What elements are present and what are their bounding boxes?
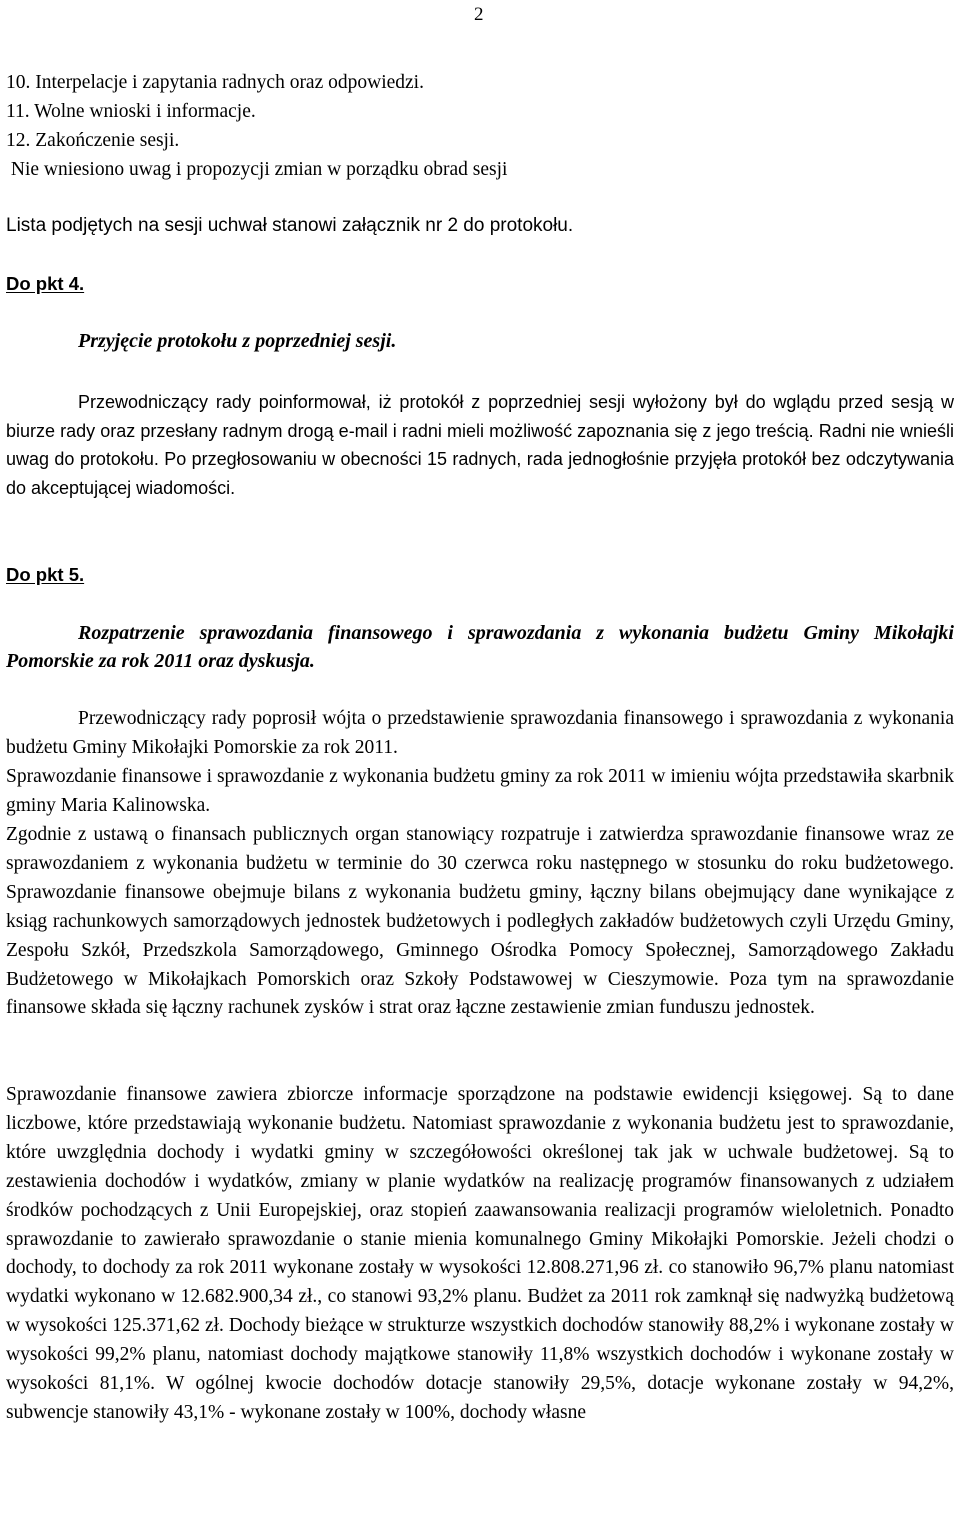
section-title-pkt5: Rozpatrzenie sprawozdania finansowego i sprawozdania z wykonania budżetu Gminy Mikołajki Pomorskie za rok 2011 oraz dyskusja. [6, 622, 954, 672]
paragraph-pkt5-3: Zgodnie z ustawą o finansach publicznych organ stanowiący rozpatruje i zatwierdza sprawozdanie finansowe wraz ze sprawozdaniem z wykonania budżetu w terminie do 30 czerwca roku następnego w stosunku do roku budżetowego. Sprawozdanie finansowe obejmuje bilans z wykonania budżetu gminy, łączny bilans obejmujący dane wynikające z ksiąg rachunkowych samorządowych jednostek budżetowych i podległych zakładów budżetowych czyli Urzędu Gminy, Zespołu Szkół, Przedszkola Samorządowego, Gminnego Ośrodka Pomocy Społecznej, Samorządowego Zakładu Budżetowego w Mikołajkach Pomorskich oraz Szkoły Podstawowej w Cieszymowie. Poza tym na sprawozdanie finansowe składa się łączny rachunek zysków i strat oraz łączne zestawienie zmian funduszu jednostek. [6, 824, 954, 1019]
section-heading-pkt4: Do pkt 4. [6, 273, 85, 294]
agenda-item-10: 10. Interpelacje i zapytania radnych oraz odpowiedzi. [6, 72, 424, 93]
agenda-note: Nie wniesiono uwag i propozycji zmian w porządku obrad sesji [6, 159, 508, 180]
page-number: 2 [474, 4, 484, 25]
section-heading-pkt5: Do pkt 5. [6, 564, 85, 585]
paragraph-pkt5-4: Sprawozdanie finansowe zawiera zbiorcze informacje sporządzone na podstawie ewidencji księgowej. Są to dane liczbowe, które przedstawiają wykonanie budżetu. Natomiast sprawozdanie z wykonania budżetu jest to sprawozdanie, które uwzględnia dochody i wydatki gminy w szczegółowości określonej tak jak w uchwale budżetowej. Są to zestawienia dochodów i wydatków, zmiany w planie wydatków na realizację programów finansowanych z udziałem środków pochodzących z Unii Europejskiej, oraz stopień zaawansowania realizacji programów wieloletnich. Ponadto sprawozdanie to zawierało sprawozdanie o stanie mienia komunalnego Gminy Mikołajki Pomorskie. Jeżeli chodzi o dochody, to dochody za rok 2011 wykonane zostały w wysokości 12.808.271,96 zł. co stanowiło 96,7% planu natomiast wydatki wykonano w 12.682.900,34 zł., co stanowi 93,2% planu. Budżet za 2011 rok zamknął się nadwyżką budżetową w wysokości 125.371,62 zł. Dochody bieżące w strukturze wszystkich dochodów stanowiły 88,2% i wykonane zostały w wysokości 99,2% planu, natomiast dochody majątkowe stanowiły 11,8% wszystkich dochodów i wykonane zostały w wysokości 81,1%. W ogólnej kwocie dochodów dotacje stanowiły 29,5%, dotacje wykonane zostały w 94,2%, subwencje stanowiły 43,1% - wykonane zostały w 100%, dochody własne [6, 1084, 954, 1423]
paragraph-pkt5-2: Sprawozdanie finansowe i sprawozdanie z wykonania budżetu gminy za rok 2011 w imieniu wójta przedstawiła skarbnik gminy Maria Kalinowska. [6, 766, 954, 816]
agenda-item-12: 12. Zakończenie sesji. [6, 130, 180, 151]
section-title-pkt4: Przyjęcie protokołu z poprzedniej sesji. [78, 330, 397, 352]
paragraph-pkt5-1: Przewodniczący rady poprosił wójta o przedstawienie sprawozdania finansowego i sprawozdania z wykonania budżetu Gminy Mikołajki Pomorskie za rok 2011. [6, 708, 954, 758]
agenda-item-11: 11. Wolne wnioski i informacje. [6, 101, 256, 122]
resolutions-note: Lista podjętych na sesji uchwał stanowi załącznik nr 2 do protokołu. [6, 215, 574, 236]
paragraph-pkt4: Przewodniczący rady poinformował, iż protokół z poprzedniej sesji wyłożony był do wglądu przed sesją w biurze rady oraz przesłany radnym drogą e-mail i radni mieli możliwość zapoznania się z jego treścią. Radni nie wnieśli uwag do protokołu. Po przegłosowaniu w obecności 15 radnych, rada jednogłośnie przyjęła protokół bez odczytywania do akceptującej wiadomości. [6, 392, 954, 498]
